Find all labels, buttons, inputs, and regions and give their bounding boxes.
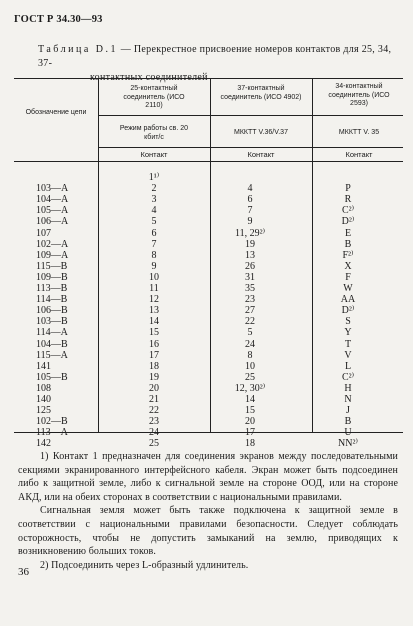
pin34-cell: D²⁾ [341, 305, 355, 317]
pin37-cell: 23 [245, 294, 255, 306]
circuit-cell: 107 [36, 227, 51, 239]
circuit-cell: 104—А [36, 194, 69, 206]
pin34-cell: X [344, 260, 352, 272]
page-number: 36 [18, 566, 29, 578]
pin37-cell: 18 [245, 438, 255, 450]
pin34-cell: J [346, 405, 350, 417]
pin25-cell: 1¹⁾ [148, 172, 160, 183]
pin37-cell: 8 [247, 349, 253, 361]
contact-label: Контакт [140, 150, 168, 159]
pin25-cell: 13 [149, 305, 159, 317]
pin25-cell: 2 [151, 183, 157, 195]
pin37-cell: 26 [245, 260, 255, 272]
pin34-cell: NN²⁾ [338, 438, 358, 450]
pin25-cell: 24 [149, 427, 159, 439]
footnotes [18, 450, 398, 572]
pin37-cell: 19 [245, 238, 255, 250]
pin34-cell: T [344, 338, 352, 350]
pin34-cell: F [345, 271, 351, 283]
pin37-cell: 10 [245, 360, 255, 372]
caption-continuation: контактных соединителей [90, 72, 208, 83]
pin-assignment-table [14, 78, 403, 450]
pin37-cell: 12, 30²⁾ [234, 382, 266, 394]
pin37-cell: 25 [245, 371, 255, 383]
v36-subheader: МККТТ V.36/V.37 [234, 129, 288, 136]
pin34-cell: P [345, 183, 351, 195]
contact-label: Контакт [247, 150, 275, 159]
pin34-cell: C²⁾ [341, 371, 355, 383]
v35-subheader: МККТТ V. 35 [338, 129, 380, 136]
caption-label: Таблица D.1 [38, 44, 118, 55]
circuit-cell: 109—В [36, 271, 68, 283]
circuit-cell: 105—В [36, 371, 68, 383]
circuit-cell: 104—В [36, 338, 68, 350]
conn34-header: 34-контактный соединитель (ИСО 2593) [328, 83, 390, 107]
pin25-cell: 7 [151, 238, 157, 250]
pin37-cell: 5 [247, 327, 253, 339]
pin25-cell: 9 [151, 260, 157, 272]
header-divider [98, 147, 403, 148]
mode-subheader: Режим работы св. 20 кбит/с [119, 125, 189, 141]
pin37-cell: 14 [245, 394, 255, 405]
circuit-cell: 113—А [36, 427, 68, 439]
pin37-cell: 35 [245, 283, 255, 294]
caption-text: — Перекрестное присвоение номеров контактов для 25, 34, 37- [38, 44, 392, 69]
circuit-cell: 115—В [36, 260, 68, 272]
pin37-cell: 11, 29²⁾ [234, 227, 266, 239]
pin25-cell: 4 [151, 205, 157, 217]
circuit-cell: 105—А [36, 205, 69, 217]
circuit-cell: 142 [36, 438, 51, 450]
pin25-cell: 23 [149, 416, 159, 428]
circuit-cell: 113—В [36, 283, 68, 294]
circuit-cell: 103—В [36, 316, 68, 328]
contact-label: Контакт [345, 150, 373, 159]
document-header: ГОСТ Р 34.30—93 [14, 14, 103, 25]
circuit-cell: 140 [36, 394, 51, 405]
header-divider [98, 115, 403, 116]
pin25-cell: 22 [149, 405, 159, 417]
pin25-cell: 5 [151, 216, 157, 228]
pin34-cell: W [343, 283, 353, 294]
pin34-cell: H [344, 382, 352, 394]
circuit-cell: 115—А [36, 349, 68, 361]
pin37-cell: 15 [245, 405, 255, 417]
circuit-cell: 106—А [36, 216, 69, 228]
conn25-header: 25-контактный соединитель (ИСО 2110) [123, 85, 185, 109]
pin34-cell: D²⁾ [341, 216, 355, 228]
pin25-cell: 17 [149, 349, 159, 361]
pin34-cell: Y [344, 327, 352, 339]
pin34-cell: B [344, 416, 352, 428]
pin37-cell: 13 [245, 249, 255, 261]
circuit-cell: 103—А [36, 183, 69, 195]
circuit-cell: 102—А [36, 238, 69, 250]
pin37-cell: 7 [247, 205, 253, 217]
pin37-cell: 24 [245, 338, 255, 350]
conn37-header: 37-контактный соединитель (ИСО 4902) [220, 85, 302, 101]
pin34-cell: L [344, 360, 352, 372]
pin25-cell: 15 [149, 327, 159, 339]
pin25-cell: 11 [149, 283, 159, 294]
pin25-cell: 16 [149, 338, 159, 350]
pin34-cell: C²⁾ [341, 205, 355, 217]
circuit-cell: 114—В [36, 294, 68, 306]
circuit-cell: 141 [36, 360, 51, 372]
pin37-cell: 9 [247, 216, 253, 228]
footnote-1-continued: Сигнальная земля может быть также подключена к защитной земле в соответствии с национальными правилами безопасности. Следует соблюдать осторожность, чтобы не допустить замыканий на землю, приводящих к возникновению больших токов. [18, 505, 398, 558]
pin34-cell: U [344, 427, 352, 439]
circuit-header: Обозначение цепи [25, 109, 87, 116]
pin34-cell: AA [340, 294, 356, 306]
circuit-cell: 108 [36, 382, 51, 394]
pin25-cell: 14 [149, 316, 159, 328]
pin25-cell: 18 [149, 360, 159, 372]
pin25-cell: 20 [149, 382, 159, 394]
pin34-cell: N [344, 394, 352, 405]
column-divider [98, 79, 99, 432]
header-bottom-rule [14, 161, 403, 162]
pin25-cell: 10 [149, 271, 159, 283]
pin25-cell: 8 [151, 249, 157, 261]
pin34-cell: V [344, 349, 352, 361]
pin37-cell: 17 [245, 427, 255, 439]
pin34-cell: E [344, 227, 352, 239]
pin25-cell: 21 [149, 394, 159, 405]
circuit-cell: 114—А [36, 327, 68, 339]
pin25-cell: 19 [149, 371, 159, 383]
pin37-cell: 22 [245, 316, 255, 328]
circuit-cell: 106—В [36, 305, 68, 317]
pin25-cell: 3 [151, 194, 157, 206]
pin37-cell: 6 [247, 194, 253, 206]
pin34-cell: B [344, 238, 352, 250]
pin34-cell: R [344, 194, 352, 206]
pin37-cell: 31 [245, 271, 255, 283]
circuit-cell: 109—А [36, 249, 69, 261]
circuit-cell: 125 [36, 405, 51, 417]
footnote-1: 1) Контакт 1 предназначен для соединения экранов между последовательными секциями экранированного интерфейсного кабеля. Экран может быть подсоединен либо к защитной земле, либо к сигнальной земле на стороне ООД, или на стороне АКД, или на обеих сторонах в соответствии с национальными правилами. [18, 451, 398, 503]
pin37-cell: 27 [245, 305, 255, 317]
pin25-cell: 12 [149, 294, 159, 306]
pin34-cell: F²⁾ [342, 249, 354, 261]
pin37-cell: 4 [247, 183, 253, 195]
pin37-cell: 20 [245, 416, 255, 428]
pin25-cell: 6 [151, 227, 157, 239]
pin25-cell: 25 [149, 438, 159, 450]
circuit-cell: 102—В [36, 416, 68, 428]
pin34-cell: S [345, 316, 351, 328]
footnote-2: 2) Подсоединить через L-образный удлинитель. [40, 559, 249, 571]
